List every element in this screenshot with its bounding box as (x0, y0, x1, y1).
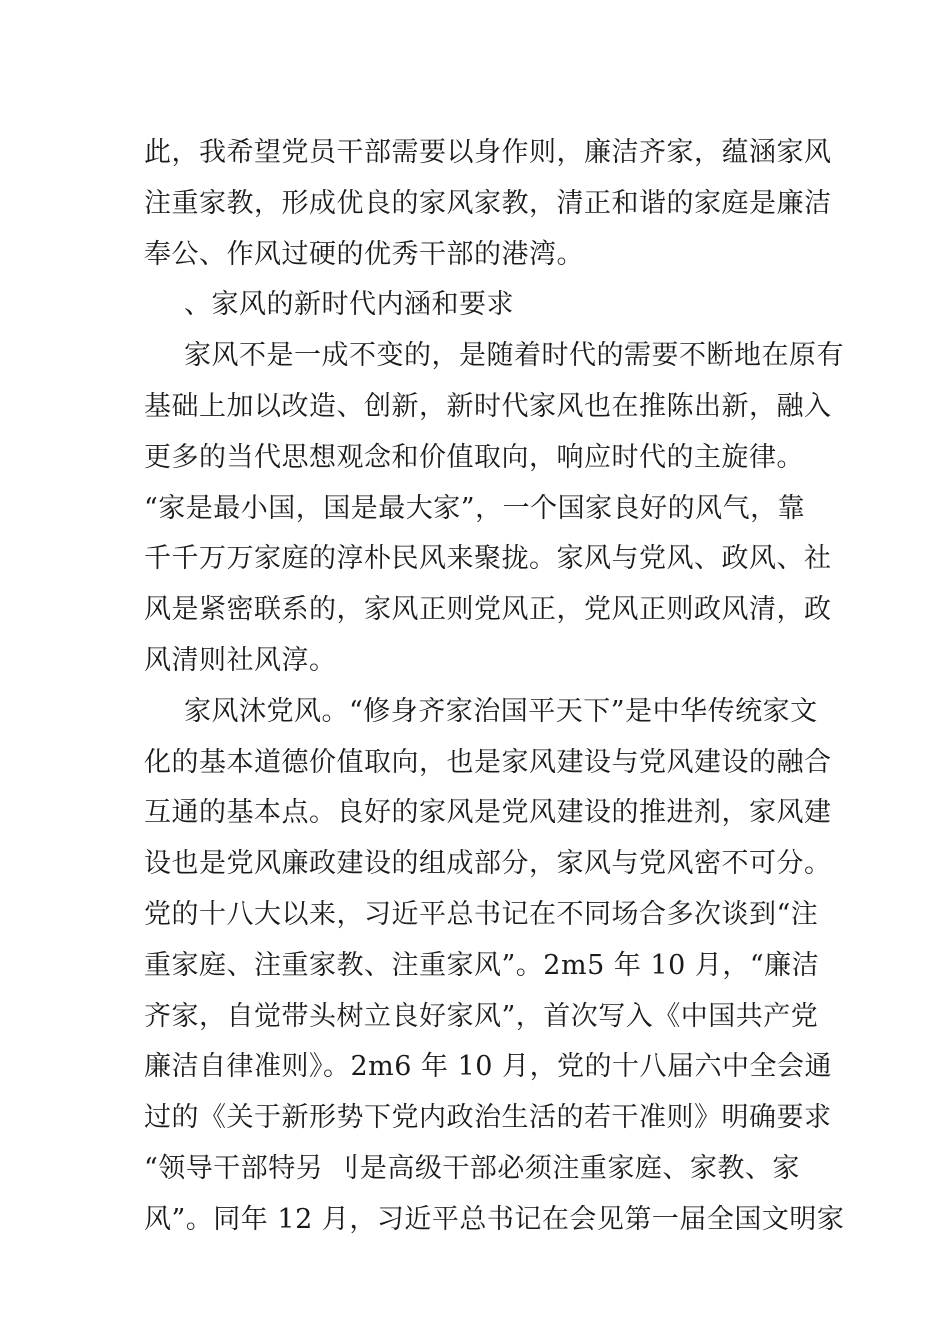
text-line: 互通的基本点。良好的家风是党风建设的推进剂，家风建 (144, 797, 832, 829)
section-heading: 、家风的新时代内涵和要求 (184, 289, 514, 321)
text-line: 党的十八大以来，习近平总书记在不同场合多次谈到“注 (144, 898, 819, 930)
text-line: 风是紧密联系的，家风正则党风正，党风正则政风清，政 (144, 594, 832, 626)
body-text (144, 128, 845, 1246)
text-line: 风清则社风淳。 (144, 644, 337, 676)
text-line: 基础上加以改造、创新，新时代家风也在推陈出新，融入 (144, 390, 832, 422)
text-line: 奉公、作风过硬的优秀干部的港湾。 (144, 238, 584, 270)
text-line: 更多的当代思想观念和价值取向，响应时代的主旋律。 (144, 441, 804, 473)
text-line: 齐家，自觉带头树立良好家风”，首次写入《中国共产党 (144, 1000, 819, 1032)
text-line: 设也是党风廉政建设的组成部分，家风与党风密不可分。 (144, 848, 832, 880)
text-line: 廉洁自律准则》。2m6 年 10 月，党的十八届六中全会通 (144, 1051, 833, 1083)
text-line: 重家庭、注重家教、注重家风”。2m5 年 10 月，“廉洁 (144, 949, 820, 981)
text-line: 风”。同年 12 月，习近平总书记在会见第一届全国文明家 (144, 1203, 845, 1235)
text-line: “领导干部特另 刂是高级干部必须注重家庭、家教、家 (144, 1152, 800, 1184)
text-line: 家风沐党风。“修身齐家治国平天下”是中华传统家文 (184, 695, 818, 727)
text-line: 此，我希望党员干部需要以身作则，廉洁齐家，蕴涵家风 (144, 137, 832, 168)
text-line: 家风不是一成不变的，是随着时代的需要不断地在原有 (184, 340, 844, 372)
text-line: “家是最小国，国是最大家”，一个国家良好的风气，靠 (144, 492, 806, 524)
text-line: 注重家教，形成优良的家风家教，清正和谐的家庭是廉洁 (144, 187, 832, 219)
text-line: 过的《关于新形势下党内政治生活的若干准则》明确要求 (144, 1102, 832, 1134)
text-line: 千千万万家庭的淳朴民风来聚拢。家风与党风、政风、社 (144, 543, 832, 575)
text-line: 化的基本道德价值取向，也是家风建设与党风建设的融合 (144, 746, 832, 778)
